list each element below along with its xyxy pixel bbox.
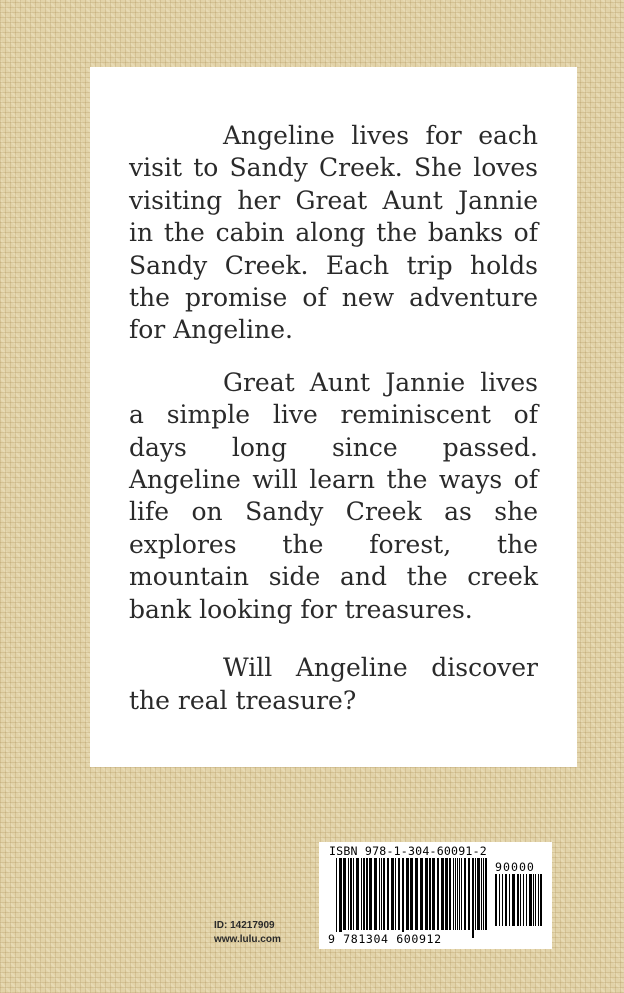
barcode-bar (379, 858, 380, 930)
blurb-paragraph-1: Angeline lives for each visit to Sandy Creek. She loves visiting her Great Aunt Jannie in the cabin along the banks of Sandy Creek. Each trip holds the promise of new adventure for Angeline. (129, 121, 538, 345)
barcode-bar (477, 858, 480, 930)
barcode-bar (441, 858, 444, 930)
barcode-bar (437, 858, 439, 930)
barcode-bar (398, 858, 400, 930)
barcode-bar (535, 874, 536, 926)
isbn-barcode (319, 842, 552, 949)
barcode-bar (402, 858, 404, 938)
barcode-bar (509, 874, 510, 926)
barcode-bar (339, 858, 342, 938)
barcode-bar (363, 858, 365, 930)
barcode-bar (457, 858, 458, 930)
barcode-bar (517, 874, 519, 926)
barcode-bar (391, 858, 394, 930)
barcode-bar (406, 858, 409, 930)
barcode-bar (366, 858, 368, 930)
barcode-bar (538, 874, 539, 926)
barcode-bar (453, 858, 454, 930)
barcode-bar (461, 858, 462, 930)
barcode-bar (483, 858, 484, 930)
barcode-bar (495, 874, 497, 926)
barcode-bar (383, 858, 385, 930)
barcode-bar (505, 874, 507, 926)
barcode-bar (459, 858, 460, 930)
blurb-question: Will Angeline discover the real treasure? (129, 653, 538, 715)
barcode-bar (369, 858, 372, 930)
barcode-bar (540, 874, 542, 926)
barcode-bar (374, 858, 377, 930)
barcode-bar (420, 858, 423, 930)
barcode-bar (499, 874, 500, 926)
barcode-bar (520, 874, 521, 926)
barcode-bar (449, 858, 451, 930)
barcode-bar (526, 874, 527, 926)
barcode-bar (348, 858, 349, 930)
barcode-bar (356, 858, 359, 930)
publisher-site: www.lulu.com (214, 934, 281, 945)
barcode-bar (410, 858, 413, 930)
barcode-bar (502, 874, 503, 926)
barcode-bar (475, 858, 476, 930)
blurb-paragraph-2: Great Aunt Jannie lives a simple live reminiscent of days long since passed. Angeline will learn the ways of life on Sandy Creek as she explores the forest, the mountain side and the creek bank looking for treasures. (129, 367, 538, 624)
barcode-bar (353, 858, 354, 930)
barcode-bar (415, 858, 418, 930)
barcode-bar (455, 858, 456, 930)
barcode-bar (432, 858, 435, 930)
barcode-bar (529, 874, 532, 926)
barcode-addon-bars (495, 874, 543, 934)
barcode-bar (481, 858, 482, 930)
barcode-bar (464, 858, 466, 930)
barcode-bar (395, 858, 396, 930)
barcode-addon-number: 90000 (495, 860, 535, 874)
blurb-text (129, 120, 538, 717)
isbn-label: ISBN 978-1-304-60091-2 (329, 844, 487, 858)
barcode-bar (381, 858, 382, 930)
barcode-bar (361, 858, 362, 930)
publisher-id-block (214, 919, 281, 947)
barcode-bar (387, 858, 389, 930)
barcode-bar (425, 858, 428, 930)
barcode-digits: 9 781304 600912 (328, 932, 442, 946)
publisher-id: ID: 14217909 (214, 920, 275, 931)
barcode-bar (523, 874, 524, 926)
barcode-main-bars (336, 858, 488, 938)
barcode-bar (445, 858, 448, 930)
barcode-bar (468, 858, 470, 930)
barcode-bar (472, 858, 474, 938)
barcode-bar (343, 858, 346, 930)
barcode-bar (350, 858, 352, 930)
back-cover-blurb-panel (90, 67, 577, 767)
barcode-bar (336, 858, 337, 938)
barcode-bar (533, 874, 534, 926)
barcode-bar (485, 858, 487, 930)
barcode-bar (512, 874, 515, 926)
barcode-bar (429, 858, 431, 930)
